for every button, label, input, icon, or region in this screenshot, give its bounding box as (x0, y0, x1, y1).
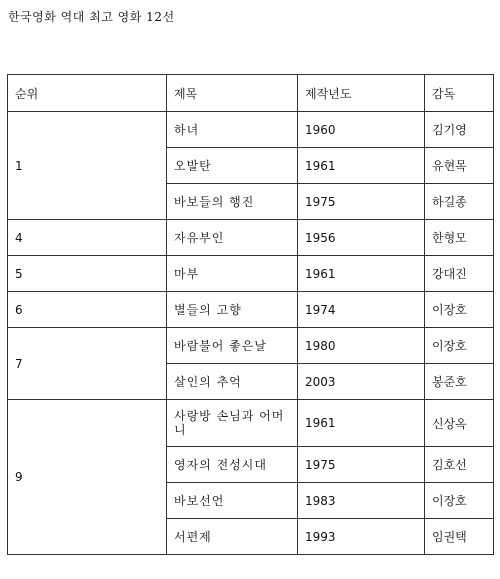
table-row (8, 112, 494, 148)
film-year: 1980 (298, 328, 425, 364)
table-header-row (8, 75, 494, 112)
rank-cell: 5 (8, 256, 167, 292)
film-director: 김호선 (425, 447, 494, 483)
film-year: 1974 (298, 292, 425, 328)
table-row (8, 400, 494, 447)
rank-cell: 9 (8, 400, 167, 555)
header-rank: 순위 (8, 75, 167, 112)
film-director: 유현목 (425, 148, 494, 184)
header-director: 감독 (425, 75, 494, 112)
header-title: 제목 (167, 75, 298, 112)
film-year: 1983 (298, 483, 425, 519)
film-year: 1960 (298, 112, 425, 148)
film-title: 서편제 (167, 519, 298, 555)
rank-cell: 4 (8, 220, 167, 256)
film-year: 1993 (298, 519, 425, 555)
film-director: 하길종 (425, 184, 494, 220)
film-title: 자유부인 (167, 220, 298, 256)
film-ranking-table (7, 74, 494, 555)
table-row (8, 256, 494, 292)
film-year: 1961 (298, 400, 425, 447)
film-year: 1961 (298, 148, 425, 184)
table-row (8, 292, 494, 328)
table-row (8, 220, 494, 256)
page-title: 한국영화 역대 최고 영화 12선 (8, 10, 175, 24)
film-year: 1961 (298, 256, 425, 292)
film-title: 영자의 전성시대 (167, 447, 298, 483)
film-year: 1956 (298, 220, 425, 256)
film-director: 김기영 (425, 112, 494, 148)
film-director: 임권택 (425, 519, 494, 555)
film-director: 신상옥 (425, 400, 494, 447)
film-title: 별들의 고향 (167, 292, 298, 328)
header-year: 제작년도 (298, 75, 425, 112)
film-title: 하녀 (167, 112, 298, 148)
film-director: 강대진 (425, 256, 494, 292)
rank-cell: 1 (8, 112, 167, 220)
film-title: 살인의 추억 (167, 364, 298, 400)
film-year: 1975 (298, 447, 425, 483)
film-title: 마부 (167, 256, 298, 292)
table-row (8, 328, 494, 364)
film-year: 1975 (298, 184, 425, 220)
film-director: 이장호 (425, 292, 494, 328)
rank-cell: 6 (8, 292, 167, 328)
film-title: 오발탄 (167, 148, 298, 184)
film-director: 이장호 (425, 483, 494, 519)
film-director: 한형모 (425, 220, 494, 256)
film-director: 봉준호 (425, 364, 494, 400)
film-title: 바보선언 (167, 483, 298, 519)
film-title: 바람불어 좋은날 (167, 328, 298, 364)
film-year: 2003 (298, 364, 425, 400)
film-director: 이장호 (425, 328, 494, 364)
film-title: 바보들의 행진 (167, 184, 298, 220)
rank-cell: 7 (8, 328, 167, 400)
film-title: 사랑방 손님과 어머니 (167, 400, 298, 447)
